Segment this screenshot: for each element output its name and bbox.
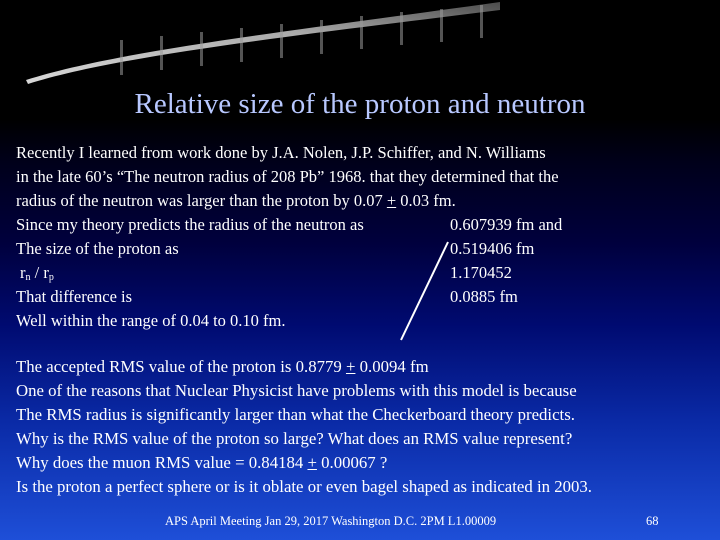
plus-minus-sign: + [307, 453, 317, 472]
plus-minus-sign: + [345, 357, 356, 376]
paragraph-line: The RMS radius is significantly larger than what the Checkerboard theory predicts. [16, 405, 575, 424]
paragraph-line: in the late 60’s “The neutron radius of 208 Pb” 1968. that they determined that the [16, 167, 559, 186]
paragraph-line: Is the proton a perfect sphere or is it oblate or even bagel shaped as indicated in 2003. [16, 477, 592, 496]
slide-title: Relative size of the proton and neutron [134, 88, 586, 120]
paragraph-line: Since my theory predicts the radius of the neutron as [16, 215, 364, 234]
paragraph-line: That difference is [16, 287, 133, 306]
paragraph-line: Well within the range of 0.04 to 0.10 fm. [16, 311, 286, 330]
value-neutron-radius: 0.607939 fm and [450, 215, 563, 234]
value-difference: 0.0885 fm [450, 287, 518, 306]
ratio-label: $r_n / r_p$ [20, 263, 54, 283]
paragraph-line: Why does the muon RMS value = 0.84184 + 0.00067 ? [16, 453, 388, 472]
value-ratio: 1.170452 [450, 263, 512, 282]
paragraph-line: Recently I learned from work done by J.A. Nolen, J.P. Schiffer, and N. Williams [16, 143, 546, 162]
value-proton-radius: 0.519406 fm [450, 239, 535, 258]
paragraph-line: One of the reasons that Nuclear Physicist have problems with this model is because [16, 381, 577, 400]
paragraph-line: radius of the neutron was larger than the proton by 0.07 + 0.03 fm. [16, 191, 456, 210]
paragraph-line: The accepted RMS value of the proton is 0.8779 + 0.0094 fm [16, 357, 429, 376]
plus-minus-sign: + [386, 191, 397, 210]
footer-text: APS April Meeting Jan 29, 2017 Washington D.C. 2PM L1.00009 [165, 514, 497, 528]
page-number: 68 [646, 514, 659, 528]
paragraph-line: The size of the proton as [16, 239, 179, 258]
paragraph-line: Why is the RMS value of the proton so large? What does an RMS value represent? [16, 429, 573, 448]
